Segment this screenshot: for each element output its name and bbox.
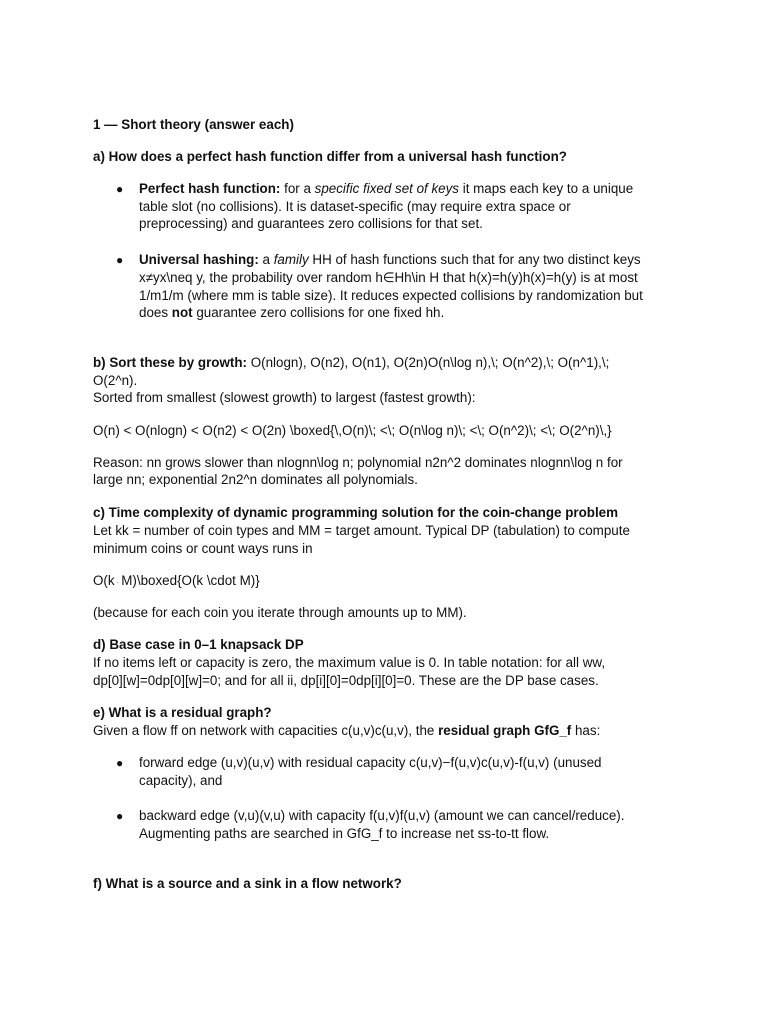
question-b-line-1: [93, 354, 609, 371]
text-span: a: [258, 252, 274, 267]
text-span: O(nlogn), O(n2), O(n1), O(2n)O(n\log n),\; O(n^2),\; O(n^1),\;: [247, 355, 610, 370]
question-b-title: b) Sort these by growth:: [93, 355, 247, 370]
universal-hash-line-1: [139, 251, 641, 268]
bold-text: residual graph GfG_f: [438, 723, 572, 738]
text-span: for a: [280, 181, 315, 196]
bold-text: not: [171, 305, 193, 320]
question-d-title: d) Base case in 0–1 knapsack DP: [93, 637, 304, 652]
question-b-line-3: Sorted from smallest (slowest growth) to largest (fastest growth):: [93, 390, 476, 405]
text-span: guarantee zero collisions for one fixed hh.: [192, 305, 445, 320]
section-title: 1 — Short theory (answer each): [93, 117, 294, 132]
bullet-icon: ●: [116, 809, 124, 823]
bullet-icon: ●: [116, 756, 124, 770]
text-span: has:: [571, 723, 601, 738]
residual-bullet-2-line-2: Augmenting paths are searched in GfG_f to increase net ss-to-tt flow.: [139, 826, 550, 841]
bullet-icon: ●: [116, 253, 124, 267]
text-span: does: [139, 305, 172, 320]
bullet-icon: ●: [116, 182, 124, 196]
text-span: HH of hash functions such that for any two distinct keys: [308, 252, 641, 267]
emphasis-text: specific fixed set of keys: [314, 181, 460, 196]
residual-bullet-1-line-1: forward edge (u,v)(u,v) with residual capacity c(u,v)−f(u,v)c(u,v)-f(u,v) (unused: [139, 755, 602, 770]
question-b-reason-1: Reason: nn grows slower than nlognn\log n; polynomial n2n^2 dominates nlognn\log n for: [93, 455, 623, 470]
universal-hash-line-3: 1/m1/m (where mm is table size). It reduces expected collisions by randomization but: [139, 288, 643, 303]
text-span: M)\boxed{O(k \cdot M)}: [121, 573, 260, 588]
universal-hash-line-2: x≠yx\neq y, the probability over random h∈Hh\in H that h(x)=h(y)h(x)=h(y) is at most: [139, 270, 638, 285]
question-d-line-2: dp[0][w]=0dp[0][w]=0; and for all ii, dp[i][0]=0dp[i][0]=0. These are the DP base cases.: [93, 673, 599, 688]
question-e-line-1: [93, 722, 600, 739]
emphasis-text: family: [273, 252, 309, 267]
perfect-hash-line-1: [139, 180, 633, 197]
question-b-line-2: O(2^n).: [93, 373, 138, 388]
text-span: Given a flow ff on network with capacities c(u,v)c(u,v), the: [93, 723, 439, 738]
text-span: O(k: [93, 573, 115, 588]
universal-hash-line-4: [139, 304, 444, 321]
dot-symbol: ·: [116, 578, 120, 587]
question-c-formula: [93, 572, 260, 591]
perfect-hash-line-3: preprocessing) and guarantees zero collisions for that set.: [139, 216, 483, 231]
perfect-hash-label: Perfect hash function:: [139, 181, 281, 196]
question-c-title: c) Time complexity of dynamic programming solution for the coin-change problem: [93, 505, 619, 520]
sorted-order-formula: O(n) < O(nlogn) < O(n2) < O(2n) \boxed{\,O(n)\; <\; O(n\log n)\; <\; O(n^2)\; <\; O(2^n)\,}: [93, 423, 612, 438]
universal-hash-label: Universal hashing:: [139, 252, 259, 267]
question-d-line-1: If no items left or capacity is zero, the maximum value is 0. In table notation: for all ww,: [93, 655, 606, 670]
question-e-title: e) What is a residual graph?: [93, 705, 272, 720]
perfect-hash-line-2: table slot (no collisions). It is dataset-specific (may require extra space or: [139, 199, 571, 214]
question-a-title: a) How does a perfect hash function differ from a universal hash function?: [93, 149, 567, 164]
question-b-reason-2: large nn; exponential 2n2^n dominates all polynomials.: [93, 472, 418, 487]
question-c-line-1: Let kk = number of coin types and MM = target amount. Typical DP (tabulation) to compute: [93, 523, 630, 538]
text-span: it maps each key to a unique: [459, 181, 634, 196]
residual-bullet-1-line-2: capacity), and: [139, 773, 223, 788]
question-c-note: (because for each coin you iterate through amounts up to MM).: [93, 605, 467, 620]
question-c-line-2: minimum coins or count ways runs in: [93, 541, 313, 556]
question-f-title: f) What is a source and a sink in a flow network?: [93, 876, 402, 891]
residual-bullet-2-line-1: backward edge (v,u)(v,u) with capacity f(u,v)f(u,v) (amount we can cancel/reduce).: [139, 808, 625, 823]
